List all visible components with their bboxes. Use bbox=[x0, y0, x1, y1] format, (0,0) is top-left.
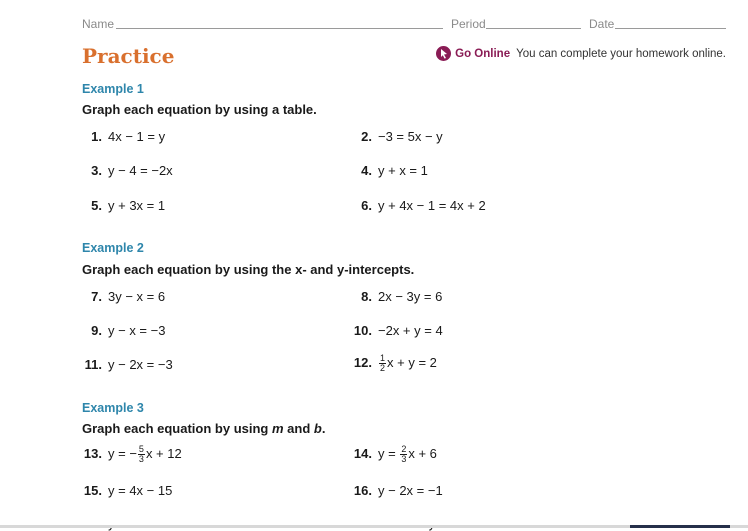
name-label: Name bbox=[82, 17, 115, 31]
problem-number: 3. bbox=[91, 163, 102, 178]
denominator: 2 bbox=[380, 363, 386, 373]
problem-number: 14. bbox=[353, 445, 372, 461]
example-1-instruction: Graph each equation by using a table. bbox=[82, 102, 317, 117]
example-2-label: Example 2 bbox=[82, 241, 144, 255]
example-1-label: Example 1 bbox=[82, 82, 144, 96]
date-line[interactable] bbox=[615, 28, 726, 29]
problem-8 bbox=[352, 289, 442, 304]
date-label: Date bbox=[589, 17, 615, 31]
problem-5 bbox=[82, 198, 165, 213]
go-online-banner bbox=[436, 46, 726, 61]
name-line[interactable] bbox=[116, 28, 443, 29]
problem-6 bbox=[352, 198, 486, 213]
equation-pre: y = − bbox=[108, 445, 137, 461]
problem-number: 1. bbox=[91, 129, 102, 144]
problem-10 bbox=[352, 323, 443, 338]
problem-number: 4. bbox=[361, 163, 372, 178]
equation-post: x + 12 bbox=[145, 445, 182, 461]
problem-9 bbox=[82, 323, 165, 338]
equation: y = 4x − 15 bbox=[108, 483, 173, 498]
problem-13 bbox=[82, 445, 182, 464]
equation: y − 2x = −1 bbox=[378, 483, 443, 498]
equation: y − 2x = −3 bbox=[108, 357, 173, 372]
problem-number: 16. bbox=[353, 483, 372, 498]
problem-number: 9. bbox=[91, 323, 102, 338]
fraction bbox=[138, 445, 145, 464]
fraction bbox=[379, 354, 386, 373]
problem-16 bbox=[352, 483, 443, 498]
problem-15 bbox=[82, 483, 172, 498]
problem-number: 6. bbox=[361, 198, 372, 213]
example-2-instruction: Graph each equation by using the x- and y-intercepts. bbox=[82, 262, 415, 277]
problem-2 bbox=[352, 129, 443, 144]
equation: y + 4x − 1 = 4x + 2 bbox=[378, 198, 486, 213]
fraction bbox=[400, 445, 407, 464]
example-3-label: Example 3 bbox=[82, 401, 144, 415]
problem-7 bbox=[82, 289, 165, 304]
problem-4 bbox=[352, 163, 428, 178]
equation-post: x + 6 bbox=[408, 445, 437, 461]
problem-number: 13. bbox=[83, 445, 102, 461]
equation: y + x = 1 bbox=[378, 163, 428, 178]
period-line[interactable] bbox=[486, 28, 581, 29]
problem-3 bbox=[82, 163, 173, 178]
equation: y − x = −3 bbox=[108, 323, 166, 338]
problem-1 bbox=[82, 129, 165, 144]
problem-number: 2. bbox=[361, 129, 372, 144]
problem-11 bbox=[82, 357, 173, 372]
denominator: 3 bbox=[138, 454, 144, 464]
equation: 4x − 1 = y bbox=[108, 129, 166, 144]
page-title: Practice bbox=[82, 44, 175, 68]
problem-12 bbox=[352, 354, 437, 373]
problem-number: 10. bbox=[353, 323, 372, 338]
equation: 3y − x = 6 bbox=[108, 289, 166, 304]
equation: −3 = 5x − y bbox=[378, 129, 443, 144]
example-3-instruction: Graph each equation by using m and b. bbox=[82, 421, 326, 436]
problem-number: 8. bbox=[361, 289, 372, 304]
cursor-icon bbox=[436, 46, 451, 61]
equation: y + 3x = 1 bbox=[108, 198, 166, 213]
equation: −2x + y = 4 bbox=[378, 323, 443, 338]
denominator: 3 bbox=[401, 454, 407, 464]
problem-14 bbox=[352, 445, 437, 464]
problem-number: 15. bbox=[83, 483, 102, 498]
numerator: 2 bbox=[401, 444, 407, 454]
period-label: Period bbox=[451, 17, 486, 31]
go-online-link[interactable]: Go Online bbox=[455, 47, 511, 60]
equation: y − 4 = −2x bbox=[108, 163, 173, 178]
equation-pre: y = bbox=[378, 445, 400, 461]
problem-number: 5. bbox=[91, 198, 102, 213]
equation: 2x − 3y = 6 bbox=[378, 289, 443, 304]
numerator: 5 bbox=[138, 444, 144, 454]
problem-number: 11. bbox=[84, 357, 102, 372]
problem-number: 12. bbox=[353, 354, 372, 370]
problem-number: 7. bbox=[91, 289, 102, 304]
equation: x + y = 2 bbox=[387, 354, 437, 370]
numerator: 1 bbox=[380, 353, 386, 363]
go-online-text: You can complete your homework online. bbox=[516, 47, 726, 60]
